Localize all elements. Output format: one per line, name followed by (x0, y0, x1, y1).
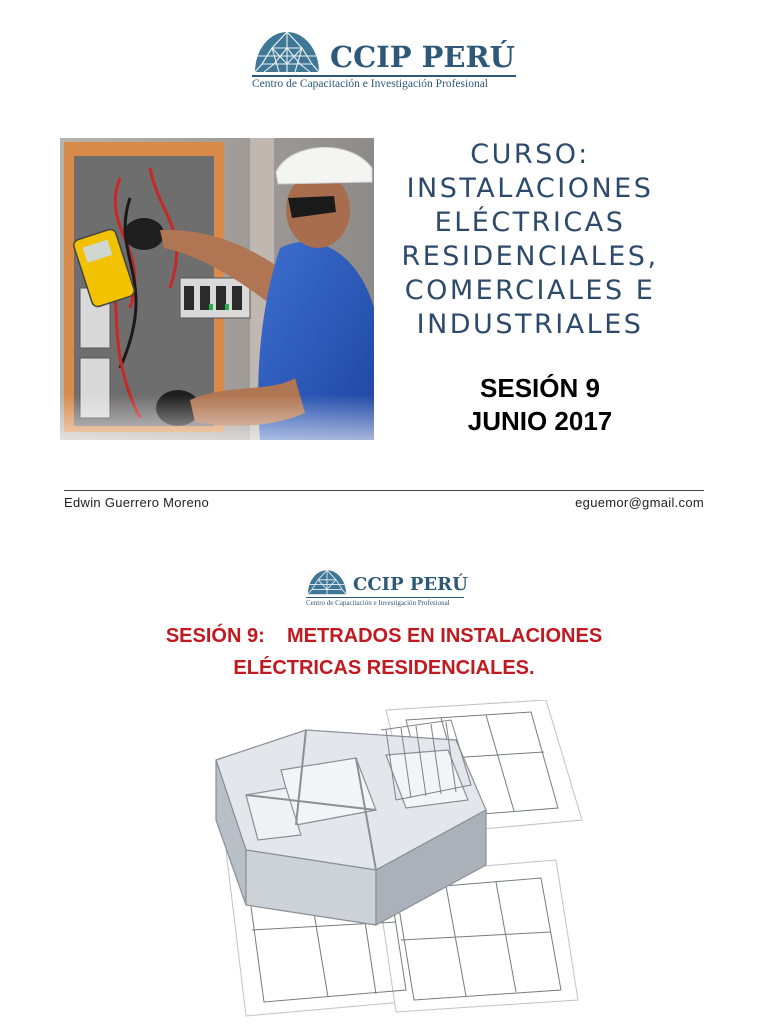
author-divider (64, 490, 704, 491)
course-title-line: RESIDENCIALES, (401, 241, 659, 272)
logo-tagline: Centro de Capacitación e Investigación Profesional (306, 599, 450, 607)
course-title (380, 138, 680, 342)
logo-name: CCIP PERÚ (330, 40, 515, 74)
course-title-line: INSTALACIONES (406, 173, 654, 204)
session-number: SESIÓN 9 (480, 373, 600, 403)
session-heading (100, 620, 668, 684)
logo-rule (252, 75, 516, 77)
logo-name: CCIP PERÚ (353, 574, 468, 595)
author-email: eguemor@gmail.com (575, 495, 704, 510)
logo-rule (306, 597, 464, 598)
course-title-line: ELÉCTRICAS (434, 207, 626, 238)
geodesic-dome-icon (252, 26, 322, 74)
session-date-block (400, 372, 680, 438)
house-plan-3d-illustration (186, 700, 586, 1018)
course-title-line: INDUSTRIALES (416, 309, 644, 340)
session-date: JUNIO 2017 (467, 406, 613, 436)
session-logo (306, 566, 468, 596)
course-title-line: COMERCIALES E (404, 275, 656, 306)
session-heading-line: SESIÓN 9: METRADOS EN INSTALACIONES (165, 625, 603, 647)
author-name: Edwin Guerrero Moreno (64, 495, 210, 510)
header-logo (252, 26, 515, 74)
course-title-line: CURSO: (470, 139, 590, 170)
electrician-photo (60, 138, 374, 440)
geodesic-dome-icon (306, 566, 348, 596)
logo-tagline: Centro de Capacitación e Investigación Profesional (252, 78, 488, 90)
session-heading-line: ELÉCTRICAS RESIDENCIALES. (233, 657, 535, 679)
